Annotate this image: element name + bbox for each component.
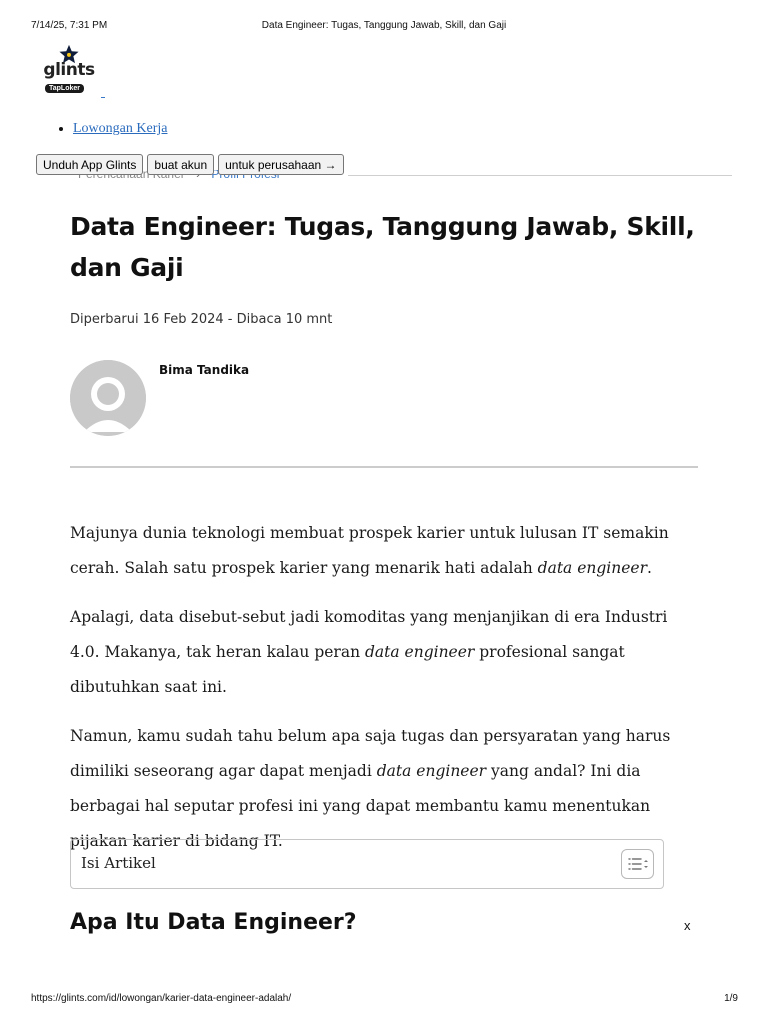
header-divider bbox=[348, 175, 732, 176]
paragraph bbox=[70, 600, 700, 705]
paragraph bbox=[70, 719, 700, 859]
glints-logo[interactable] bbox=[42, 44, 98, 98]
paragraph-text: Namun, kamu sudah tahu belum apa saja tugas dan persyaratan yang harus dimiliki seseorang agar dapat menjadi bbox=[70, 727, 671, 780]
paragraph-text: . bbox=[647, 559, 652, 577]
close-button[interactable]: x bbox=[684, 918, 691, 933]
list-toggle-icon bbox=[622, 850, 653, 878]
for-companies-button[interactable]: untuk perusahaan → bbox=[218, 154, 343, 175]
toc-label: Isi Artikel bbox=[81, 854, 156, 872]
logo-wordmark: glints bbox=[43, 60, 95, 80]
logo-badge: TapLoker bbox=[45, 84, 84, 93]
link-fragment bbox=[101, 97, 105, 98]
create-account-button[interactable]: buat akun bbox=[147, 154, 214, 175]
print-url: https://glints.com/id/lowongan/karier-data-engineer-adalah/ bbox=[31, 993, 292, 1004]
article-title: Data Engineer: Tugas, Tanggung Jawab, Skill, dan Gaji bbox=[70, 212, 695, 282]
toc-toggle-button[interactable] bbox=[621, 849, 654, 879]
article-meta: Diperbarui 16 Feb 2024 - Dibaca 10 mnt bbox=[70, 312, 333, 327]
download-app-button[interactable]: Unduh App Glints bbox=[36, 154, 143, 175]
paragraph-text: Apalagi, data disebut-sebut jadi komoditas yang menjanjikan di era Industri 4.0. Makanya, tak heran kalau peran bbox=[70, 608, 668, 661]
paragraph-text: Majunya dunia teknologi membuat prospek karier untuk lulusan IT semakin cerah. Salah satu prospek karier yang menarik hati adalah bbox=[70, 524, 669, 577]
author-name[interactable]: Bima Tandika bbox=[159, 363, 250, 377]
paragraph-text: profesional sangat dibutuhkan saat ini. bbox=[70, 643, 625, 696]
paragraph-text: yang andal? Ini dia berbagai hal seputar profesi ini yang dapat membantu kamu menentukan pijakan karier di bidang IT. bbox=[70, 762, 651, 850]
avatar bbox=[70, 360, 146, 436]
user-placeholder-icon bbox=[70, 360, 146, 436]
print-datetime: 7/14/25, 7:31 PM bbox=[31, 20, 108, 31]
emphasis-text: data engineer bbox=[537, 559, 647, 577]
section-divider bbox=[70, 466, 698, 468]
nav-link-lowongan-kerja[interactable]: Lowongan Kerja bbox=[73, 121, 168, 136]
paragraph bbox=[70, 516, 700, 586]
header-button-row bbox=[36, 154, 344, 175]
print-page-number: 1/9 bbox=[724, 993, 738, 1004]
nav-list bbox=[55, 121, 167, 137]
print-page-title: Data Engineer: Tugas, Tanggung Jawab, Skill, dan Gaji bbox=[261, 20, 507, 31]
table-of-contents bbox=[70, 839, 664, 889]
article-body bbox=[70, 516, 700, 873]
emphasis-text: data engineer bbox=[364, 643, 475, 661]
emphasis-text: data engineer bbox=[376, 762, 487, 780]
section-heading: Apa Itu Data Engineer? bbox=[70, 910, 357, 935]
nav-item bbox=[73, 121, 167, 137]
